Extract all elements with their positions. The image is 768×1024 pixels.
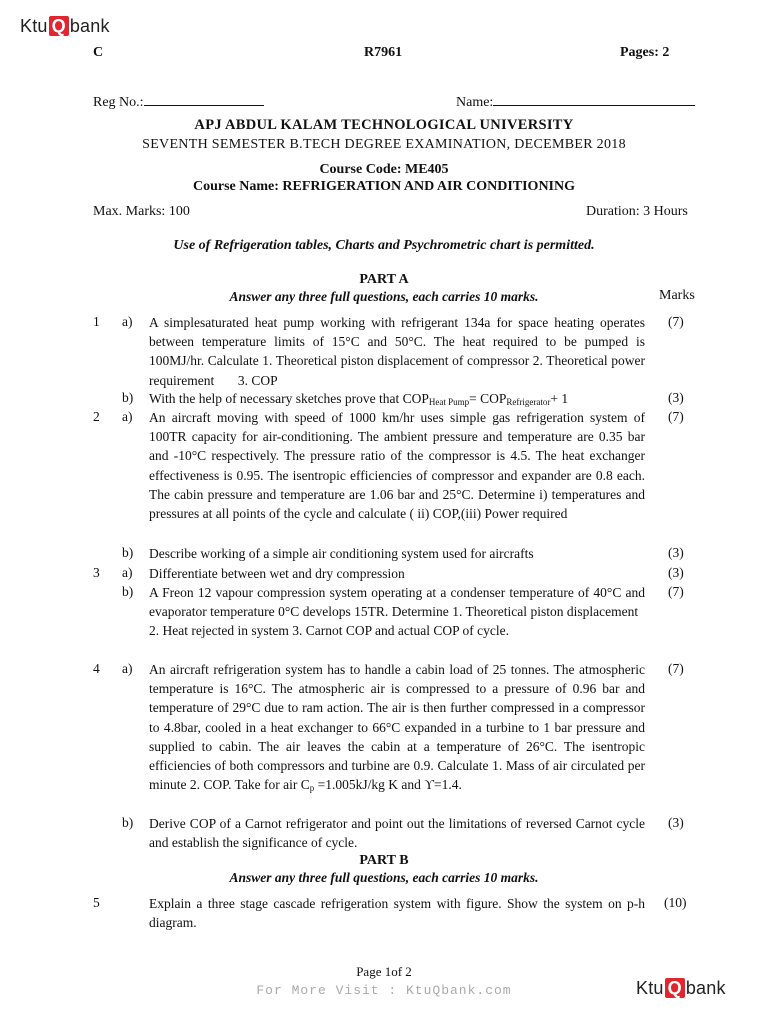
sub-label: a) (122, 661, 133, 676)
sub-label: a) (122, 314, 133, 329)
question-4a-text: An aircraft refrigeration system has to handle a cabin load of 25 tonnes. The atmospheric temperature is 16°C. The atmospheric air is compressed to a pressure of 0.96 bar and temperature of 29°C due to ram action. The air is then further compressed in a compressor to 4.8bar, cooled in a heat exchanger to 66°C expanded in a turbine to 1 bar pressure and supplied to cabin. The air leaves the cabin at a temperature of 26°C. The isentropic efficiencies of both compressors and turbine are 0.9. Calculate 1. Mass of air circulated per minute 2. COP. Take for air $C_p =1.005kJ/kg$ K and ϒ=1.4. (149, 662, 645, 794)
question-4b-text: Derive COP of a Carnot refrigerator and point out the limitations of reversed Carnot cycle and establish the significance of cycle. (149, 816, 645, 851)
paper-series: C (93, 45, 104, 60)
name-field: Name: (456, 91, 695, 111)
question-3a-text: Differentiate between wet and dry compression (149, 566, 405, 581)
marks-value: (7) (668, 661, 684, 676)
question-number: 1 (93, 314, 100, 329)
part-b-instruction: Answer any three full questions, each carries 10 marks. (229, 870, 539, 885)
sub-label: a) (122, 565, 133, 580)
part-b-title: PART B (359, 853, 409, 868)
question-number: 4 (93, 661, 100, 676)
part-a-title: PART A (359, 272, 409, 287)
duration: Duration: 3 Hours (586, 204, 688, 219)
marks-value: (7) (668, 409, 684, 424)
page-count: Pages: 2 (620, 45, 670, 60)
marks-column-header: Marks (659, 288, 695, 303)
footer-website-link[interactable]: For More Visit : KtuQbank.com (256, 983, 512, 998)
question-5-text: Explain a three stage cascade refrigeration system with figure. Show the system on p-h diagram. (149, 896, 645, 931)
sub-label: b) (122, 815, 134, 830)
marks-value: (3) (668, 815, 684, 830)
sub-label: b) (122, 545, 134, 560)
part-a-instruction: Answer any three full questions, each carries 10 marks. (229, 289, 539, 304)
question-number: 2 (93, 409, 100, 424)
question-3b-text: A Freon 12 vapour compression system operating at a condenser temperature of 40°C and evaporator temperature 0°C develops 15TR. Determine 1. Theoretical piston displacement 2. Heat rejected in system 3. Carnot COP and actual COP of cycle. (149, 585, 645, 639)
question-number: 5 (93, 895, 100, 910)
marks-value: (7) (668, 314, 684, 329)
marks-value: (7) (668, 584, 684, 599)
sub-label: a) (122, 409, 133, 424)
marks-value: (3) (668, 565, 684, 580)
page-number: Page 1of 2 (356, 964, 412, 979)
marks-value: (3) (668, 390, 684, 405)
question-1a-text: A simplesaturated heat pump working with refrigerant 134a for space heating operates between temperature limits of 15°C and 50°C. The heat required to be pumped is 100MJ/hr. Calculate 1. Theoretical piston displacement of compressor 2. Theoretical power requirement 3. COP (149, 315, 645, 388)
permission-note: Use of Refrigeration tables, Charts and Psychrometric chart is permitted. (173, 238, 595, 253)
marks-value: (10) (664, 895, 687, 910)
ktuqbank-logo-bottom: Ktu Q bank (636, 978, 726, 998)
university-name: APJ ABDUL KALAM TECHNOLOGICAL UNIVERSITY (194, 117, 574, 133)
question-2a-text: An aircraft moving with speed of 1000 km/hr uses simple gas refrigeration system of 100TR capacity for air-conditioning. The ambient pressure and temperature are 0.35 bar and -10°C respectively. The pressure ratio of the compressor is 4.5. The heat exchanger effectiveness is 0.95. The isentropic efficiencies of compressor and expander are 0.8 each. The cabin pressure and temperature are 1.06 bar and 25°C. Determine i) temperatures and pressures at all points of the cycle and calculate ( ii) COP,(iii) Power required (149, 410, 645, 522)
question-number: 3 (93, 565, 100, 580)
question-1b-text: With the help of necessary sketches prove that $COP_{Heat Pump}= COP_{Refrigerator}+ 1$ (149, 391, 569, 407)
ktuqbank-logo-top: Ktu Q bank (20, 16, 110, 36)
reg-no-field: Reg No.: (93, 91, 264, 111)
course-code: Course Code: ME405 (319, 162, 449, 177)
exam-title: SEVENTH SEMESTER B.TECH DEGREE EXAMINATION, DECEMBER 2018 (142, 137, 626, 152)
max-marks: Max. Marks: 100 (93, 204, 190, 219)
marks-value: (3) (668, 545, 684, 560)
course-name: Course Name: REFRIGERATION AND AIR CONDITIONING (192, 179, 576, 194)
sub-label: b) (122, 390, 134, 405)
paper-code: R7961 (364, 45, 403, 60)
question-2b-text: Describe working of a simple air conditioning system used for aircrafts (149, 546, 534, 561)
sub-label: b) (122, 584, 134, 599)
